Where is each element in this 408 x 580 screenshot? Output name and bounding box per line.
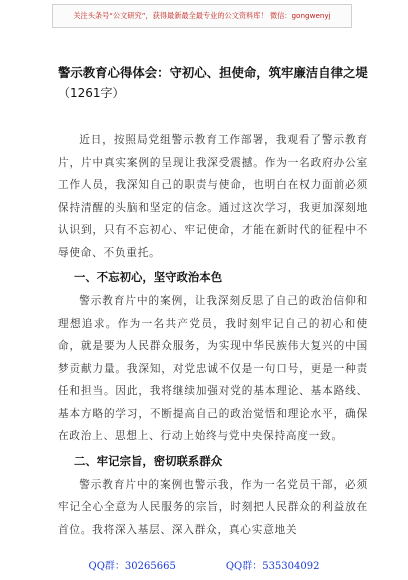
- footer: [0, 552, 408, 576]
- footer-qq-group-1: QQ群：30265665: [88, 560, 176, 572]
- section-paragraph-2: 警示教育片中的案例也警示我，作为一名党员干部，必须牢记全心全意为人民服务的宗旨，时刻把人民群众的利益放在首位。我将深入基层、深入群众，真心实意地关: [58, 478, 368, 536]
- document-page: [58, 62, 368, 541]
- header-banner-text: 关注头条号“公文研究”，获得最新最全最专业的公文资料库！ 微信：gongwenyj: [73, 11, 331, 20]
- section-paragraph-1: 警示教育片中的案例，让我深刻反思了自己的政治信仰和理想追求。作为一名共产党员，我时刻牢记自己的初心和使命，就是要为人民群众服务，为实现中华民族伟大复兴的中国梦贡献力量。我深知，对党忠诚不仅是一句口号，更是一种责任和担当。因此，我将继续加强对党的基本理论、基本路线、基本方略的学习，不断提高自己的政治觉悟和理论水平，确保在政治上、思想上、行动上始终与党中央保持高度一致。: [58, 295, 368, 442]
- footer-qq-group-2: QQ群：535304092: [225, 560, 320, 572]
- word-count: （1261字）: [58, 86, 125, 100]
- intro-paragraph: 近日，按照局党组警示教育工作部署，我观看了警示教育片，片中真实案例的呈现让我深受震撼。作为一名政府办公室工作人员，我深知自己的职责与使命，也明白在权力面前必须保持清醒的头脑和坚定的信念。通过这次学习，我更加深刻地认识到，只有不忘初心、牢记使命，才能在新时代的征程中不辱使命、不负重托。: [58, 134, 368, 259]
- section-heading-1: 一、不忘初心，坚守政治本色: [74, 270, 223, 284]
- header-banner: [52, 4, 352, 28]
- document-title: 警示教育心得体会：守初心、担使命，筑牢廉洁自律之堤: [58, 65, 368, 80]
- section-heading-2: 二、牢记宗旨，密切联系群众: [74, 453, 223, 468]
